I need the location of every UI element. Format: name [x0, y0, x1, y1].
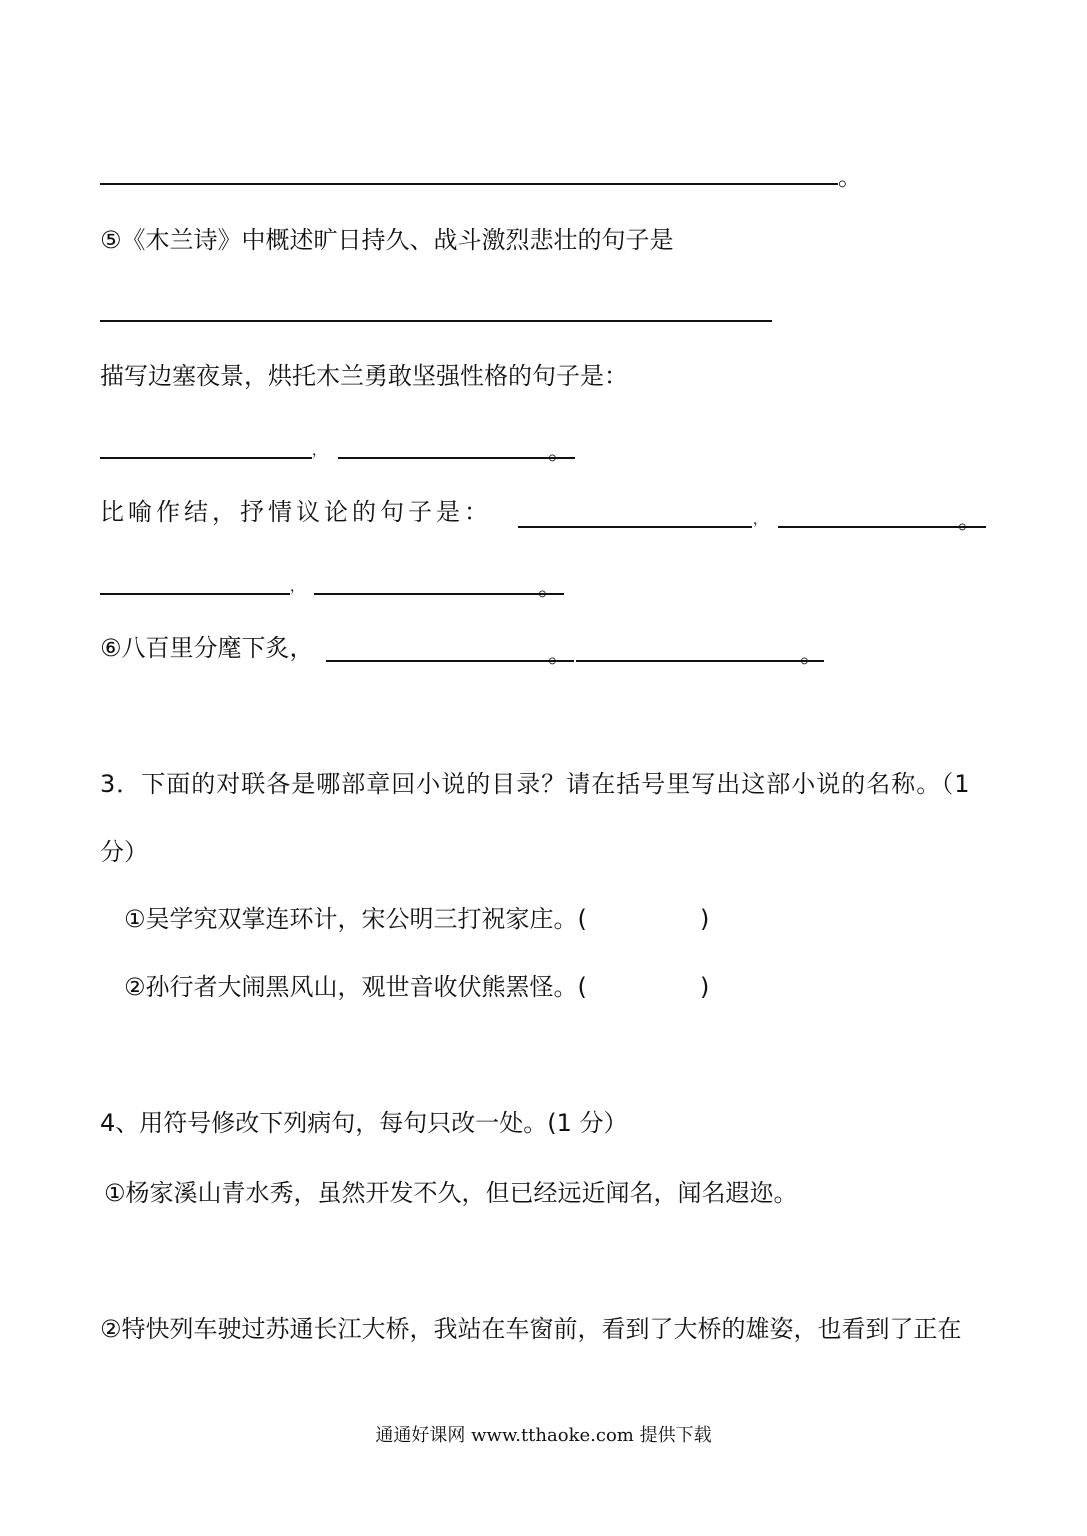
- q4-title: 4、用符号修改下列病句，每句只改一处。(1 分）: [100, 1109, 628, 1137]
- answer-blank[interactable]: [100, 320, 772, 322]
- q4-line2: ②特快列车驶过苏通长江大桥，我站在车窗前，看到了大桥的雄姿，也看到了正在: [100, 1315, 962, 1343]
- answer-blank[interactable]: [100, 183, 838, 185]
- answer-blank[interactable]: [778, 526, 986, 528]
- q3-title: 3．下面的对联各是哪部章回小说的目录？请在括号里写出这部小说的名称。（1: [100, 770, 971, 798]
- q3-line2: ②孙行者大闹黑风山，观世音收伏熊罴怪。(: [124, 973, 587, 1001]
- q5-night-scene-prompt: 描写边塞夜景，烘托木兰勇敢坚强性格的句子是：: [100, 362, 628, 390]
- q4-line1: ①杨家溪山青水秀，虽然开发不久，但已经远近闻名，闻名遐迩。: [104, 1179, 798, 1207]
- period-mark: 。: [538, 573, 562, 601]
- q3-title-cont: 分）: [100, 838, 148, 866]
- period-mark: 。: [800, 640, 824, 668]
- answer-blank[interactable]: [576, 660, 824, 662]
- q3-line1: ①吴学究双掌连环计，宋公明三打祝家庄。(: [124, 905, 587, 933]
- answer-blank[interactable]: [314, 593, 564, 595]
- q5-metaphor-prompt: 比喻作结，抒情议论的句子是：: [100, 498, 492, 526]
- answer-blank[interactable]: [338, 457, 575, 459]
- footer-source: 通通好课网 www.tthaoke.com 提供下载: [375, 1425, 712, 1446]
- close-paren: ): [700, 973, 710, 1001]
- period-mark: 。: [548, 437, 572, 465]
- q6-prompt: ⑥八百里分麾下炙，: [100, 634, 314, 662]
- answer-blank[interactable]: [326, 660, 574, 662]
- period-mark: 。: [548, 640, 572, 668]
- q5-prompt: ⑤《木兰诗》中概述旷日持久、战斗激烈悲壮的句子是: [100, 226, 674, 254]
- comma-mark: ，: [312, 443, 326, 459]
- period-mark: 。: [958, 506, 982, 534]
- close-paren: ): [700, 905, 710, 933]
- comma-mark: ，: [753, 512, 767, 528]
- period-mark: 。: [838, 163, 862, 191]
- answer-blank[interactable]: [518, 526, 752, 528]
- answer-blank[interactable]: [100, 457, 312, 459]
- answer-blank[interactable]: [100, 593, 290, 595]
- comma-mark: ，: [290, 579, 304, 595]
